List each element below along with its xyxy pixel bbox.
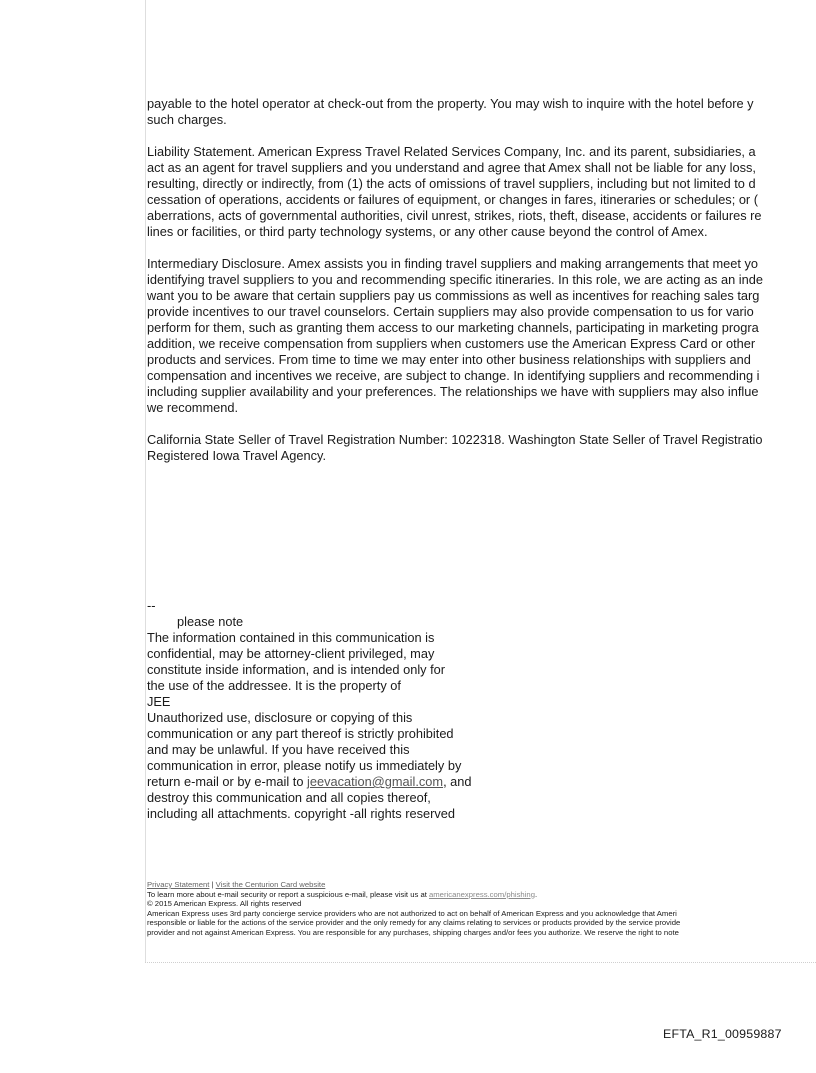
text-line: want you to be aware that certain suppliers pay us commissions as well as incentives for reaching sales targ	[147, 288, 760, 303]
signature-line: including all attachments. copyright -all rights reserved	[147, 806, 455, 821]
signature-text: , and	[443, 774, 472, 789]
text-line: resulting, directly or indirectly, from (1) the acts of omissions of travel suppliers, including but not limited to d	[147, 176, 756, 191]
text-line: Intermediary Disclosure. Amex assists you in finding travel suppliers and making arrangements that meet yo	[147, 256, 758, 271]
text-line: compensation and incentives we receive, are subject to change. In identifying suppliers and recommending i	[147, 368, 760, 383]
text-line: cessation of operations, accidents or failures of equipment, or changes in fares, itineraries or schedules; or (	[147, 192, 759, 207]
email-link[interactable]: jeevacation@gmail.com	[307, 774, 444, 789]
footer-links	[147, 880, 680, 890]
text-line: including supplier availability and your preferences. The relationships we have with suppliers may also influe	[147, 384, 759, 399]
text-line: act as an agent for travel suppliers and you understand and agree that Amex shall not be liable for any loss,	[147, 160, 756, 175]
signature-line: confidential, may be attorney-client privileged, may	[147, 646, 435, 661]
footer-text: To learn more about e-mail security or report a suspicious e-mail, please visit us at	[147, 889, 429, 899]
email-body	[147, 96, 816, 480]
document-id-stamp: EFTA_R1_00959887	[663, 1027, 782, 1041]
registration-paragraph	[147, 432, 816, 464]
disclaimer-line: provider and not against American Express. You are responsible for any purchases, shipping charges and/or fees you authorize. We reserve the right to note	[147, 927, 679, 937]
signature-block	[147, 598, 472, 822]
text-line: Registered Iowa Travel Agency.	[147, 448, 327, 463]
text-line: Liability Statement. American Express Travel Related Services Company, Inc. and its parent, subsidiaries, a	[147, 144, 756, 159]
text-line: perform for them, such as granting them access to our marketing channels, participating in marketing progra	[147, 320, 759, 335]
signature-line: the use of the addressee. It is the property of	[147, 678, 401, 693]
intermediary-disclosure-paragraph	[147, 256, 816, 416]
text-line: we recommend.	[147, 400, 239, 415]
signature-line: The information contained in this communication is	[147, 630, 435, 645]
privacy-statement-link[interactable]: Privacy Statement	[147, 880, 210, 889]
footer-text: .	[534, 889, 538, 899]
signature-line-email	[147, 774, 472, 790]
text-line: identifying travel suppliers to you and recommending specific itineraries. In this role, we are acting as an inde	[147, 272, 763, 287]
text-line: California State Seller of Travel Registration Number: 1022318. Washington State Seller of Travel Registratio	[147, 432, 763, 447]
text-line: provide incentives to our travel counselors. Certain suppliers may also provide compensation to us for vario	[147, 304, 754, 319]
phishing-link[interactable]: americanexpress.com/phishing	[429, 889, 535, 899]
signature-line: communication or any part thereof is strictly prohibited	[147, 726, 454, 741]
signature-line: communication in error, please notify us immediately by	[147, 758, 462, 773]
text-line: lines or facilities, or third party technology systems, or any other cause beyond the control of Amex.	[147, 224, 708, 239]
email-document	[145, 0, 816, 962]
text-line: addition, we receive compensation from suppliers when customers use the American Express Card or other	[147, 336, 756, 351]
signature-note-heading: please note	[177, 614, 244, 629]
signature-line: and may be unlawful. If you have received this	[147, 742, 410, 757]
signature-line: constitute inside information, and is intended only for	[147, 662, 446, 677]
text-line: such charges.	[147, 112, 227, 127]
disclaimer-line: responsible or liable for the actions of the service provider and the only remedy for any claims relating to services or products provided by the service provide	[147, 918, 681, 927]
liability-statement-paragraph	[147, 144, 816, 240]
text-line: payable to the hotel operator at check-out from the property. You may wish to inquire with the hotel before y	[147, 96, 754, 111]
hotel-charges-paragraph	[147, 96, 816, 128]
signature-separator: --	[147, 598, 156, 613]
text-line: aberrations, acts of governmental authorities, civil unrest, strikes, riots, theft, disease, accidents or failures re	[147, 208, 762, 223]
signature-text: return e-mail or by e-mail to	[147, 774, 308, 789]
signature-line: JEE	[147, 694, 171, 709]
email-footer	[147, 880, 680, 937]
signature-line: destroy this communication and all copies thereof,	[147, 790, 431, 805]
copyright-notice: © 2015 American Express. All rights reserved	[147, 899, 302, 908]
signature-line: Unauthorized use, disclosure or copying of this	[147, 710, 413, 725]
text-line: products and services. From time to time we may enter into other business relationships with suppliers and	[147, 352, 751, 367]
security-notice	[147, 890, 680, 900]
footer-divider	[145, 962, 816, 963]
footer-separator: |	[211, 880, 214, 889]
disclaimer-line: American Express uses 3rd party concierge service providers who are not authorized to act on behalf of American Express and you acknowledge that Ameri	[147, 908, 677, 918]
centurion-card-link[interactable]: Visit the Centurion Card website	[215, 880, 326, 889]
